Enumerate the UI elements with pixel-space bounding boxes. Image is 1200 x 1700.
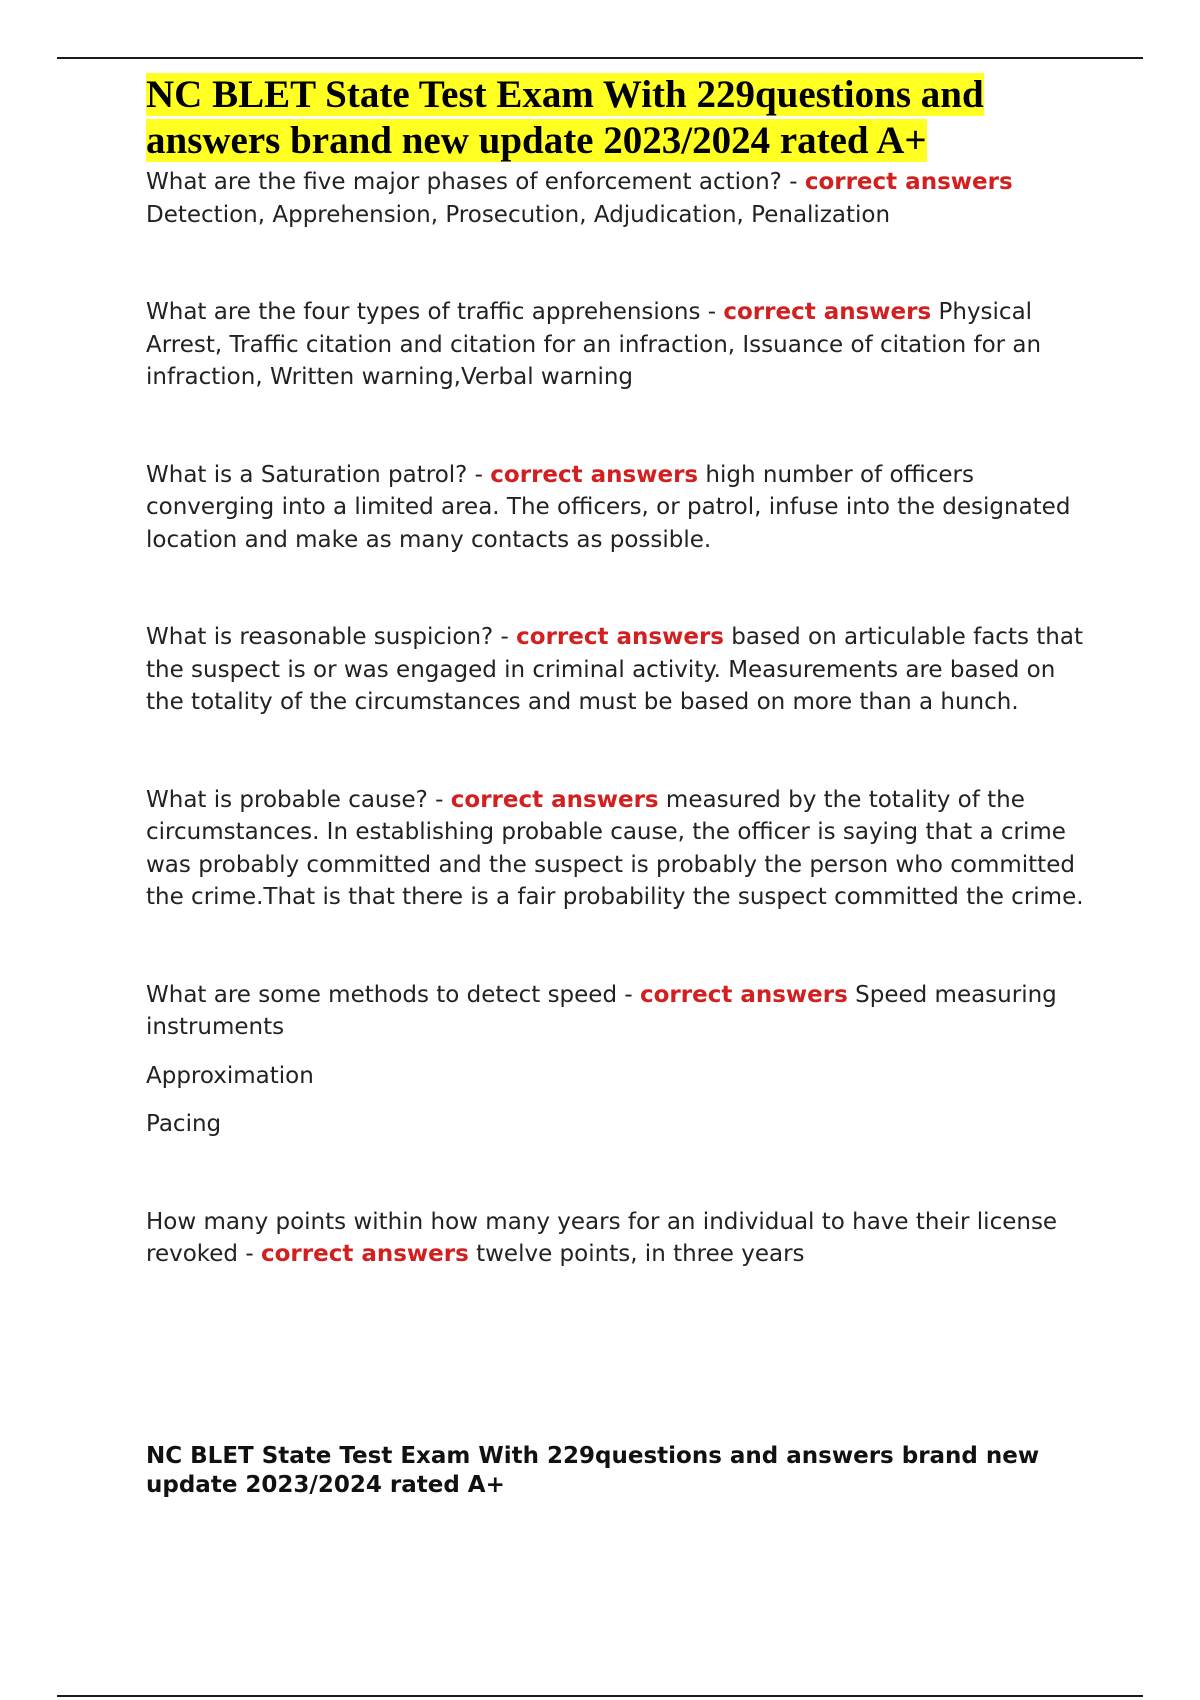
answer-text: measured by the totality of the circumstances. In establishing probable cause, the officer is saying that a crime was probably committed and the suspect is probably the person who committed the crime.That is that there is a fair probability the suspect committed the crime. (146, 786, 1084, 910)
qa-item-3 (146, 459, 1096, 557)
question-text: What is a Saturation patrol? - (146, 461, 491, 488)
answer-text: Speed measuring instruments (146, 981, 1057, 1040)
qa-item-5 (146, 784, 1096, 914)
question-text: What are some methods to detect speed - (146, 981, 640, 1008)
correct-answers-label: correct answers (516, 624, 724, 650)
qa-item-6-extra-line-2: Pacing (146, 1111, 222, 1137)
correct-answers-label: correct answers (490, 461, 699, 488)
question-text: What are the four types of traffic apprehensions - (146, 299, 724, 325)
answer-text: high number of officers converging into a limited area. The officers, or patrol, infuse into the designated location and make as many contacts as possible. (146, 461, 1071, 553)
question-text: What are the five major phases of enforcement action? - (146, 169, 805, 195)
qa-item-6-extra-line-1: Approximation (146, 1062, 314, 1089)
qa-item-1 (146, 166, 1096, 231)
bottom-rule (57, 1695, 1143, 1697)
answer-text: Detection, Apprehension, Prosecution, Adjudication, Penalization (146, 201, 891, 228)
correct-answers-label: correct answers (639, 981, 848, 1008)
document-title (146, 72, 1096, 164)
question-text: What is probable cause? - (146, 786, 451, 813)
highlighted-title-text: NC BLET State Test Exam With 229questions and answers brand new update 2023/2024 rated A+ (146, 73, 984, 162)
correct-answers-label: correct answers (450, 786, 659, 813)
document-content (146, 72, 1096, 1271)
qa-item-4 (146, 621, 1096, 719)
answer-text: based on articulable facts that the suspect is or was engaged in criminal activity. Measurements are based on the totality of the circumstances and must be based on more than a hunch. (146, 624, 1083, 715)
correct-answers-label: correct answers (260, 1241, 469, 1267)
qa-item-6 (146, 979, 1096, 1044)
question-text: How many points within how many years for an individual to have their license revoked - (146, 1208, 1058, 1267)
qa-item-2 (146, 296, 1096, 394)
qa-item-7 (146, 1206, 1096, 1271)
correct-answers-label: correct answers (804, 169, 1013, 195)
question-text: What is reasonable suspicion? - (146, 624, 517, 650)
answer-text: twelve points, in three years (468, 1241, 805, 1267)
top-rule (57, 57, 1143, 59)
qa-list (146, 166, 1096, 1271)
footer-title: NC BLET State Test Exam With 229questions and answers brand new update 2023/2024 rated A+ (146, 1443, 1040, 1498)
answer-text: Physical Arrest, Traffic citation and citation for an infraction, Issuance of citation for an infraction, Written warning,Verbal warning (146, 299, 1042, 390)
correct-answers-label: correct answers (723, 299, 932, 325)
